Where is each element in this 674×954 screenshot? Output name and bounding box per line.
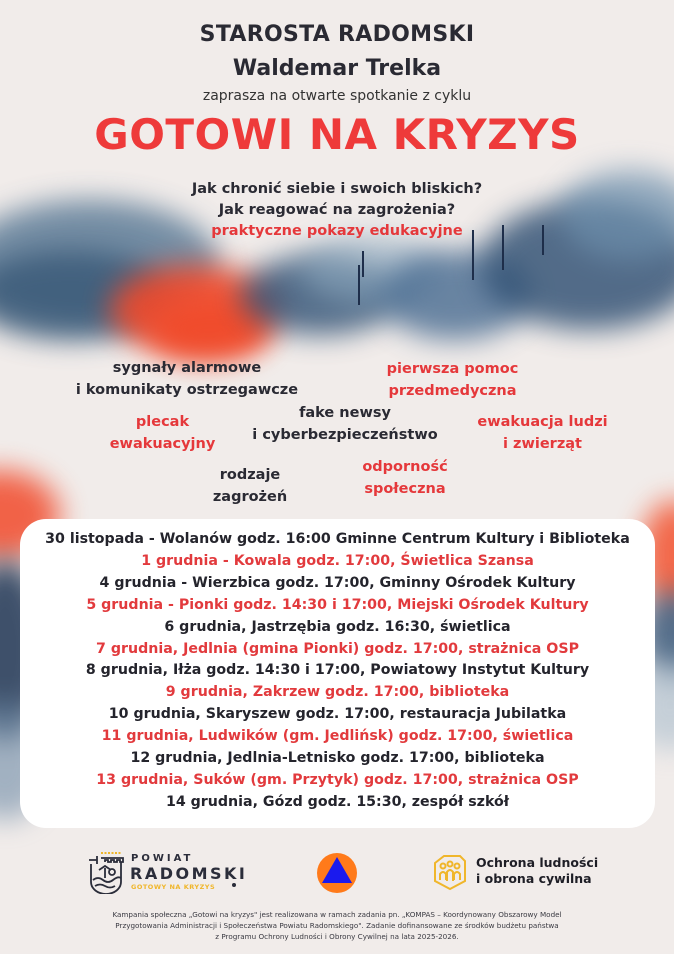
logo-text-powiat: POWIAT: [131, 853, 194, 864]
logo-text-radomski: RADOMSKI: [130, 864, 248, 883]
civil-defense-triangle-icon: [316, 852, 358, 894]
topic-line: przedmedyczna: [388, 383, 517, 399]
topic-line: i cyberbezpieczeństwo: [252, 427, 438, 443]
funding-disclaimer: [40, 909, 634, 942]
schedule-item: 12 grudnia, Jedlnia-Letnisko godz. 17:00, biblioteka: [130, 750, 545, 767]
schedule-item: 30 listopada - Wolanów godz. 16:00 Gminne Centrum Kultury i Biblioteka: [45, 531, 630, 547]
question-1: Jak chronić siebie i swoich bliskich?: [191, 181, 483, 197]
schedule-item: 5 grudnia - Pionki godz. 14:30 i 17:00, Miejski Ośrodek Kultury: [86, 596, 589, 613]
powiat-radomski-logo: [85, 850, 248, 895]
footer-line: Przygotowania Administracji i Społeczeństwa Powiatu Radomskiego". Zadanie dofinansowane ze środków budżetu państwa: [115, 921, 559, 930]
schedule-item: 10 grudnia, Skaryszew godz. 17:00, restauracja Jubilatka: [108, 706, 567, 723]
schedule-item: 4 grudnia - Wierzbica godz. 17:00, Gminny Ośrodek Kultury: [99, 574, 576, 591]
topic-fake-news: [240, 402, 450, 446]
topic-line: i komunikaty ostrzegawcze: [75, 382, 299, 398]
topic-line: fake newsy: [299, 405, 391, 421]
schedule-item: 11 grudnia, Ludwików (gm. Jedlińsk) godz. 17:00, świetlica: [101, 728, 574, 745]
invitation-subtitle: zaprasza na otwarte spotkanie z cyklu: [202, 88, 472, 104]
ochrona-ludnosci-logo: [432, 851, 622, 893]
schedule-item: 6 grudnia, Jastrzębia godz. 16:30, świetlica: [164, 618, 511, 635]
topic-line: pierwsza pomoc: [386, 361, 519, 377]
schedule-card: [20, 519, 655, 828]
topic-evacuation-backpack: [100, 411, 225, 455]
topic-first-aid: [370, 358, 535, 402]
question-2: Jak reagować na zagrożenia?: [218, 202, 456, 218]
people-shield-icon: [432, 853, 468, 891]
topic-evacuation-people-animals: [460, 411, 625, 455]
topic-social-resilience: [345, 456, 465, 500]
topic-line: ewakuacja ludzi: [477, 414, 608, 430]
civil-defense-logo: [316, 852, 358, 894]
tagline: praktyczne pokazy edukacyjne: [211, 223, 463, 239]
schedule-item: 8 grudnia, Iłża godz. 14:30 i 17:00, Powiatowy Instytut Kultury: [85, 662, 590, 679]
organizer-name: Waldemar Trelka: [232, 56, 442, 81]
topic-line: społeczna: [364, 481, 446, 497]
topic-line: i zwierząt: [503, 436, 582, 452]
schedule-item: 7 grudnia, Jedlnia (gmina Pionki) godz. 17:00, strażnica OSP: [96, 640, 579, 657]
topic-line: zagrożeń: [212, 489, 288, 505]
topic-line: sygnały alarmowe: [112, 360, 262, 376]
campaign-headline: GOTOWI NA KRYZYS: [94, 110, 580, 159]
topic-line: ewakuacyjny: [109, 436, 216, 452]
schedule-list: [20, 519, 655, 814]
ochrona-line-1: Ochrona ludności: [476, 855, 599, 870]
ochrona-line-2: i obrona cywilna: [476, 871, 592, 886]
schedule-item: 1 grudnia - Kowala godz. 17:00, Świetlica Szansa: [141, 552, 534, 569]
schedule-item: 13 grudnia, Suków (gm. Przytyk) godz. 17:00, strażnica OSP: [96, 771, 579, 788]
topic-line: rodzaje: [219, 467, 281, 483]
logo-text-gotowy: GOTOWY NA KRYZYS: [131, 883, 216, 891]
footer-line: Kampania społeczna „Gotowi na kryzys" jest realizowana w ramach zadania pn. „KOMPAS – Koordynowany Obszarowy Model: [112, 910, 562, 919]
schedule-item: 14 grudnia, Gózd godz. 15:30, zespół szkół: [165, 793, 510, 810]
topic-threat-types: [195, 464, 305, 508]
topic-line: plecak: [135, 414, 190, 430]
topic-line: odporność: [362, 459, 448, 475]
schedule-item: 9 grudnia, Zakrzew godz. 17:00, biblioteka: [165, 684, 510, 701]
castle-emblem-icon: [85, 850, 127, 894]
footer-line: z Programu Ochrony Ludności i Obrony Cywilnej na lata 2025-2026.: [215, 932, 459, 941]
organizer-title: STAROSTA RADOMSKI: [199, 22, 475, 47]
logo-dot: [232, 883, 236, 887]
ochrona-logo-text: [476, 855, 598, 887]
topic-alarm-signals: [62, 357, 312, 401]
